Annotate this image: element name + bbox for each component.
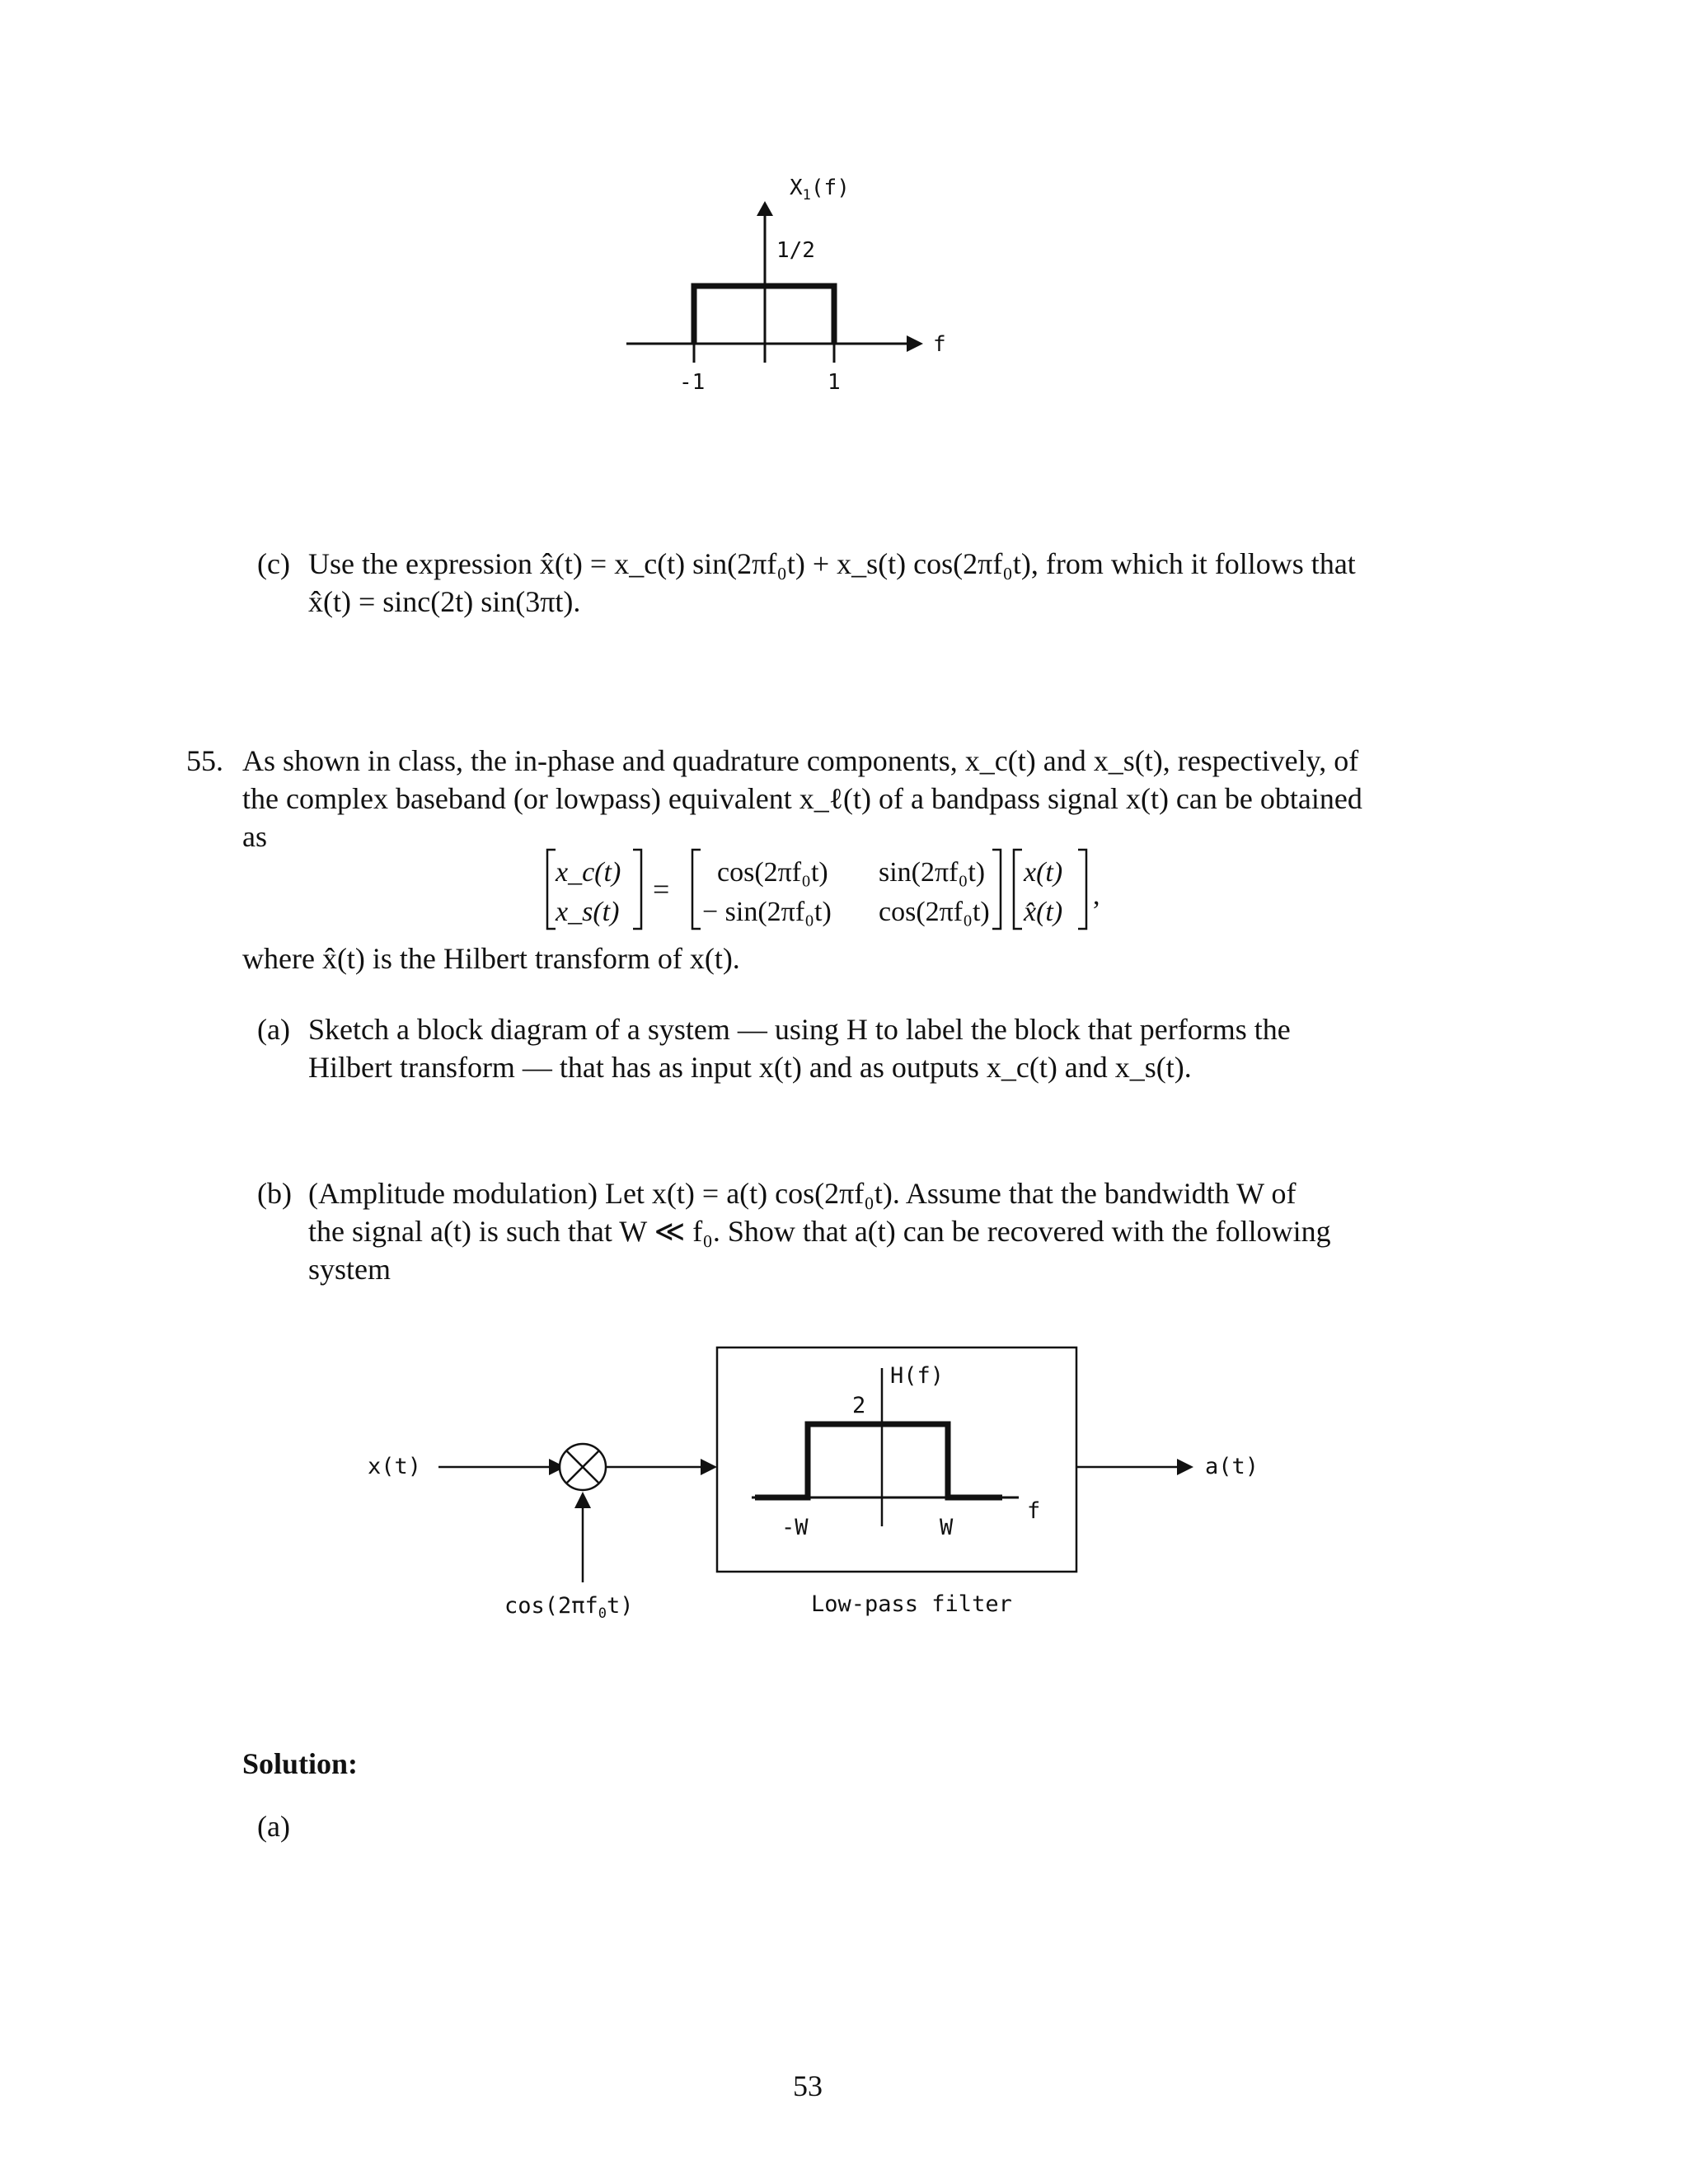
part-c-line1-text: Use the expression x̂(t) = x_c(t) sin(2πf₀t) + x_s(t) cos(2πf₀t), from which it follows that bbox=[308, 547, 1356, 580]
lhs-xs: x_s(t) bbox=[556, 897, 620, 927]
rhs-x: x(t) bbox=[1024, 857, 1063, 888]
part-c-line1 bbox=[308, 545, 1442, 583]
carrier-label-sub: 0 bbox=[598, 1605, 607, 1622]
carrier-label-suffix: t) bbox=[607, 1593, 634, 1619]
filter-title: H(f) bbox=[890, 1363, 945, 1389]
x1-tick-label-minus1: -1 bbox=[679, 370, 706, 395]
x1-level-label: 1/2 bbox=[776, 238, 815, 263]
part-c-line2: x̂(t) = sinc(2t) sin(3πt). bbox=[308, 585, 581, 618]
matrix-equation bbox=[544, 845, 1162, 935]
problem-55-intro-line2: the complex baseband (or lowpass) equivalent x_ℓ(t) of a bandpass signal x(t) can be obtained bbox=[242, 782, 1362, 815]
filter-caption: Low-pass filter bbox=[811, 1591, 1012, 1617]
where-line: where x̂(t) is the Hilbert transform of x(t). bbox=[242, 942, 740, 975]
x1-vertical-axis-arrow bbox=[757, 201, 773, 216]
page-number: 53 bbox=[793, 2069, 823, 2102]
p55-part-a-label: (a) bbox=[257, 1013, 290, 1046]
carrier-label-prefix: cos(2πf bbox=[504, 1593, 598, 1619]
mid-bracket-right bbox=[992, 850, 1001, 929]
matrix-m22: cos(2πf₀t) bbox=[879, 897, 990, 927]
matrix-comma: , bbox=[1093, 880, 1100, 911]
mult-to-filter-arrow bbox=[701, 1459, 717, 1475]
filter-response bbox=[755, 1424, 1002, 1497]
matrix-m21: − sin(2πf₀t) bbox=[702, 897, 832, 927]
rhs-bracket-left bbox=[1014, 850, 1022, 929]
rhs-bracket-right bbox=[1078, 850, 1086, 929]
p55-part-b-line3: system bbox=[308, 1253, 392, 1286]
solution-heading: Solution: bbox=[242, 1747, 359, 1780]
p55-part-a-line1: Sketch a block diagram of a system — using H to label the block that performs the bbox=[308, 1013, 1291, 1046]
output-label: a(t) bbox=[1205, 1454, 1259, 1479]
lhs-xc: x_c(t) bbox=[556, 857, 621, 888]
svg-text:cos(2πf0t) bbox=[504, 1593, 634, 1622]
am-demodulator-diagram bbox=[354, 1335, 1302, 1648]
x1-f-axis-arrow bbox=[907, 335, 923, 352]
x1-title: X bbox=[790, 176, 803, 200]
lhs-bracket-right bbox=[633, 850, 641, 929]
p55-part-b-line1: (Amplitude modulation) Let x(t) = a(t) cos(2πf₀t). Assume that the bandwidth W of bbox=[308, 1177, 1296, 1210]
carrier-arrow bbox=[574, 1492, 591, 1508]
p55-part-b-line2: the signal a(t) is such that W ≪ f₀. Show that a(t) can be recovered with the following bbox=[308, 1215, 1331, 1248]
x1-title-arg: (f) bbox=[810, 176, 850, 200]
p55-part-b-label: (b) bbox=[257, 1177, 292, 1210]
filter-tick-w: W bbox=[940, 1515, 954, 1540]
input-label: x(t) bbox=[368, 1454, 422, 1479]
svg-text:X1(f) bbox=[790, 176, 850, 204]
rhs-xhat: x̂(t) bbox=[1024, 897, 1063, 927]
x1-title-sub: 1 bbox=[802, 187, 811, 204]
x1-f-label: f bbox=[933, 332, 946, 357]
x1-tick-label-1: 1 bbox=[828, 370, 841, 395]
matrix-m11: cos(2πf₀t) bbox=[717, 857, 828, 888]
solution-part-a-label: (a) bbox=[257, 1810, 290, 1843]
filter-f-label: f bbox=[1027, 1498, 1041, 1524]
part-c-label: (c) bbox=[257, 547, 290, 580]
matrix-m12: sin(2πf₀t) bbox=[879, 857, 986, 888]
lhs-bracket-left bbox=[547, 850, 556, 929]
multiplier-icon bbox=[560, 1444, 606, 1490]
figure-x1-spectrum bbox=[610, 165, 973, 404]
p55-part-a-line2: Hilbert transform — that has as input x(t) and as outputs x_c(t) and x_s(t). bbox=[308, 1051, 1192, 1084]
matrix-equals: = bbox=[653, 873, 670, 906]
filter-tick-minus-w: -W bbox=[781, 1515, 809, 1540]
filter-gain: 2 bbox=[852, 1393, 866, 1418]
mid-bracket-left bbox=[692, 850, 701, 929]
problem-55-intro-line1: As shown in class, the in-phase and quadrature components, x_c(t) and x_s(t), respectively, of bbox=[242, 744, 1359, 777]
problem-55-intro-line3: as bbox=[242, 820, 267, 853]
output-arrow bbox=[1177, 1459, 1193, 1475]
problem-55-number: 55. bbox=[186, 744, 223, 777]
